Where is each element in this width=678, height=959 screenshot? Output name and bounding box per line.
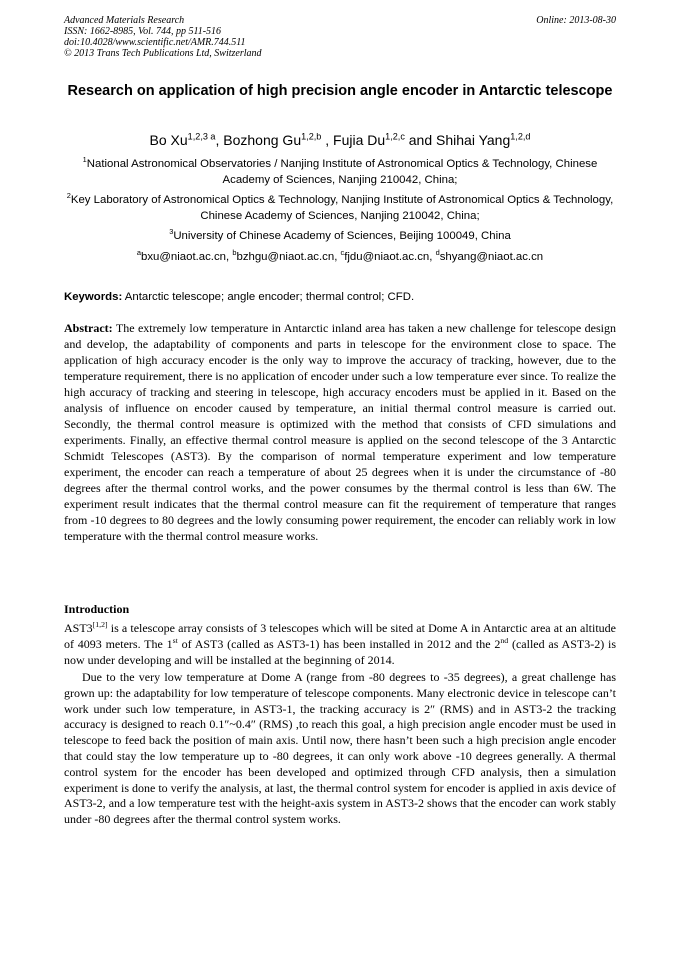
abstract-text: The extremely low temperature in Antarctic inland area has taken a new challenge for telescope design and develop, the adaptability of components and parts in telescope for the environment close to space. The application of high accuracy encoder is the only way to improve the accuracy of tracking, however, due to the temperature requirement, there is no application of encoder under such a low temperature ever since. To realize the high accuracy of tracking and steering in telescope, high accuracy encoders must be applied in it. Based on the analysis of influence on encoder caused by temperature, an initial thermal control measure is carried out. Secondly, the thermal control measure is optimized with the method that consists of CFD simulations and experiments. Finally, an effective thermal control measure is applied on the second telescope of the 3 Antarctic Schmidt Telescopes (AST3). By the comparison of normal temperature experiment and low temperature experiment, the encoder can reach a temperature of about 25 degrees when it is under the circumstance of -80 degrees after the thermal control works, and the power consumes by the thermal control is less than 6W. The experiment result indicates that the thermal control measure can fit the requirement of temperature that ranges from -10 degrees to 80 degrees and the lowly consuming power requirement, the encoder can reliably work in low temperature with the thermal control measure works.: [64, 321, 616, 543]
introduction-heading: Introduction: [64, 602, 130, 616]
email-address[interactable]: shyang@niaot.ac.cn: [439, 251, 544, 263]
affiliation-sup: 2: [66, 191, 71, 201]
copyright-line: © 2013 Trans Tech Publications Ltd, Switzerland: [64, 48, 262, 59]
affiliation-1: [64, 156, 616, 188]
email-list: $^a$bxu@niaot.ac.cn, $^b$bzhgu@niaot.ac.cn, $^c$fjdu@niaot.ac.cn, $^d$shyang@niaot.ac.cn: [136, 248, 544, 263]
introduction-paragraph-1: [64, 621, 616, 668]
author-name: Bozhong Gu: [223, 132, 302, 148]
affiliation-2: [64, 192, 616, 224]
email-sup: a: [136, 248, 141, 258]
email-address[interactable]: fjdu@niaot.ac.cn: [344, 251, 430, 263]
affiliation-sup: 3: [169, 227, 174, 237]
citation-ref[interactable]: [1,2]: [92, 620, 108, 629]
keywords-text: Antarctic telescope; angle encoder; thermal control; CFD.: [122, 291, 415, 303]
intro-text: of AST3 (called as AST3-1) has been installed in 2012 and the 2: [177, 636, 501, 651]
ordinal-sup: nd: [500, 635, 509, 645]
affiliation-text: University of Chinese Academy of Sciences, Beijing 100049, China: [173, 230, 511, 242]
intro-text: is a telescope array consists of 3 telescopes which will be sited at Dome A in Antarctic area at an altitude of 4093 meters. The 1: [64, 621, 616, 651]
author-sup: 1,2,d: [510, 131, 531, 142]
doi-line: doi:10.4028/www.scientific.net/AMR.744.511: [64, 37, 246, 48]
author-sup: 1,2,3 a: [187, 131, 216, 142]
author-name: Shihai Yang: [436, 132, 511, 148]
paper-title: Research on application of high precision angle encoder in Antarctic telescope: [67, 83, 613, 99]
affiliation-text: National Astronomical Observatories / Nanjing Institute of Astronomical Optics & Technology, Chinese Academy of Sciences, Nanjing 210042, China;: [86, 158, 598, 186]
introduction-paragraph-2: Due to the very low temperature at Dome A (range from -80 degrees to -35 degrees), a great challenge has grown up: the adaptability for low temperature of telescope components. Many electronic device in telescope can’t work under such low temperature, in AST3-1, the tracking accuracy is 2″ (RMS) and in AST3-2 the tracking accuracy is designed to reach 0.1″~0.4″ (RMS) ,to reach this goal, a high precision angle encoder must be used in telescope to feed back the position of main axis. Until now, there hasn’t been such a high precision angle encoder that could stay the low temperature up to -80 degrees, it can only work above -10 degrees generally. A thermal control system for the encoder has been developed and optimized through CFD analysis, then a simulation experiment is done to verify the analysis, at last, the thermal control system for encoder is applied in axis device of AST3-2, and a low temperature test with the height-axis system in AST3-2 shows that the encoder can work stably under -80 degrees after the thermal control system works.: [64, 670, 616, 827]
author-name: Bo Xu: [149, 132, 188, 148]
author-name: Fujia Du: [333, 132, 386, 148]
affiliation-sup: 1: [82, 155, 87, 165]
author-separator: ,: [215, 132, 224, 148]
author-separator: ,: [321, 132, 334, 148]
online-date: Online: 2013-08-30: [536, 15, 616, 26]
email-sup: d: [435, 248, 440, 258]
author-list: [40, 131, 640, 149]
email-address[interactable]: bxu@niaot.ac.cn: [140, 251, 227, 263]
keywords-label: Keywords:: [64, 291, 123, 303]
email-address[interactable]: bzhgu@niaot.ac.cn: [236, 251, 335, 263]
intro-text: (called as AST3-2) is now under developing and will be installed at the beginning of 2014.: [64, 636, 616, 667]
author-sup: 1,2,b: [301, 131, 322, 142]
journal-header: [64, 15, 616, 59]
affiliation-3: [64, 228, 616, 244]
journal-name: Advanced Materials Research: [64, 15, 185, 26]
email-sup: b: [232, 248, 237, 258]
keywords: [64, 290, 616, 304]
author-separator: and: [404, 132, 437, 148]
affiliation-text: Key Laboratory of Astronomical Optics & Technology, Nanjing Institute of Astronomical Optics & Technology, Chinese Academy of Sciences, Nanjing 210042, China;: [70, 194, 614, 222]
abstract: [64, 320, 616, 544]
email-sup: c: [340, 248, 345, 258]
abstract-label: Abstract:: [64, 321, 113, 335]
author-sup: 1,2,c: [385, 131, 405, 142]
ordinal-sup: st: [172, 635, 178, 645]
intro-text: AST3: [64, 621, 93, 635]
issn-line: ISSN: 1662-8985, Vol. 744, pp 511-516: [64, 26, 222, 37]
